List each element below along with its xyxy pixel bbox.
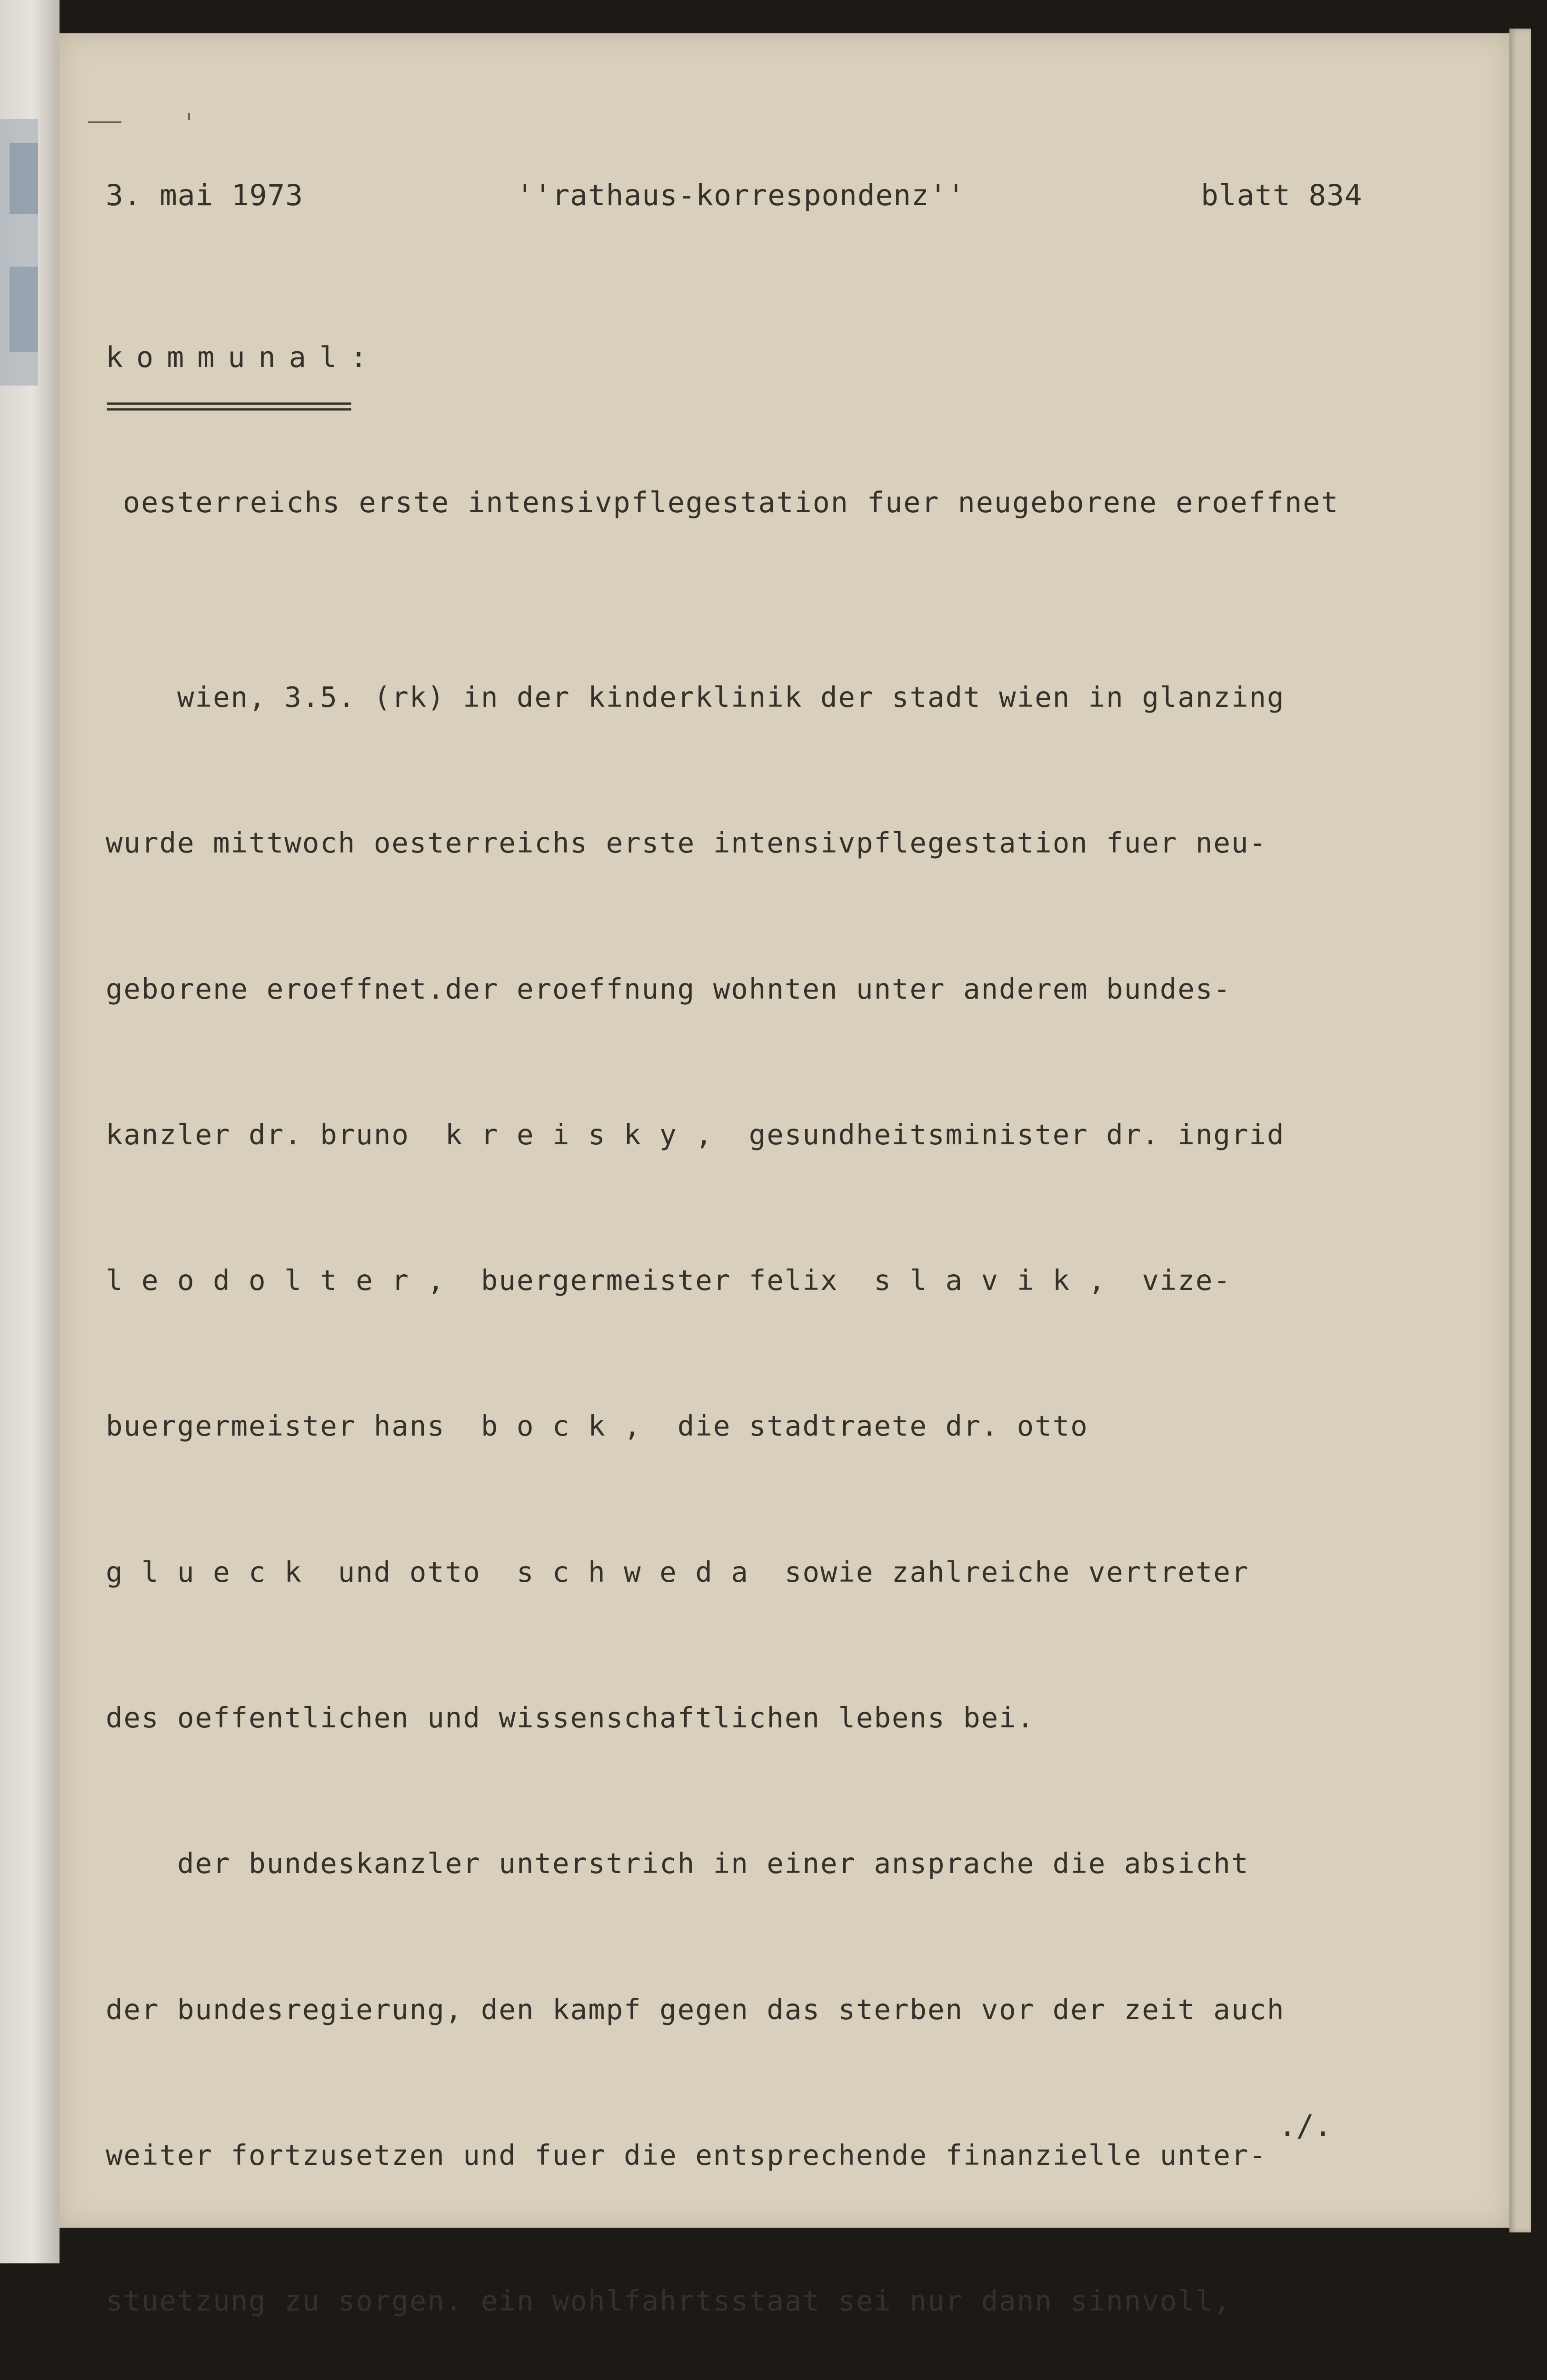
continuation-mark: ./. — [1278, 2108, 1332, 2143]
body-line: l e o d o l t e r , buergermeister felix s l a v i k , vize- — [106, 1264, 1231, 1297]
body-line: wurde mittwoch oesterreichs erste intensivpflegestation fuer neu- — [106, 826, 1267, 860]
pen-mark — [88, 121, 121, 123]
body-line: der bundesregierung, den kampf gegen das sterben vor der zeit auch — [106, 1993, 1285, 2026]
body-line: wien, 3.5. (rk) in der kinderklinik der stadt wien in glanzing — [106, 681, 1285, 714]
page-edge — [1509, 29, 1531, 2232]
body-line: der bundeskanzler unterstrich in einer ansprache die absicht — [106, 1847, 1249, 1880]
article-body — [106, 576, 1285, 2380]
adjacent-page-print — [10, 143, 38, 214]
body-line: stuetzung zu sorgen. ein wohlfahrtsstaat sei nur dann sinnvoll, — [106, 2284, 1231, 2318]
header-publication: ''rathaus-korrespondenz'' — [516, 178, 966, 212]
body-line: g l u e c k und otto s c h w e d a sowie zahlreiche vertreter — [106, 1555, 1249, 1588]
section-heading: kommunal: — [106, 341, 381, 374]
adjacent-page-print — [10, 267, 38, 352]
section-underline: ================= — [106, 389, 350, 423]
header-date: 3. mai 1973 — [106, 178, 303, 212]
pen-mark — [188, 113, 190, 120]
body-line: des oeffentlichen und wissenschaftlichen lebens bei. — [106, 1701, 1035, 1735]
body-line: buergermeister hans b o c k , die stadtraete dr. otto — [106, 1409, 1088, 1443]
body-line: kanzler dr. bruno k r e i s k y , gesundheitsminister dr. ingrid — [106, 1118, 1285, 1151]
header-page-number: blatt 834 — [1201, 178, 1363, 212]
article-title: oesterreichs erste intensivpflegestation fuer neugeborene eroeffnet — [123, 486, 1339, 519]
body-line: weiter fortzusetzen und fuer die entsprechende finanzielle unter- — [106, 2138, 1267, 2172]
body-line: geborene eroeffnet.der eroeffnung wohnten unter anderem bundes- — [106, 972, 1231, 1005]
adjacent-page-edge — [0, 0, 60, 2263]
